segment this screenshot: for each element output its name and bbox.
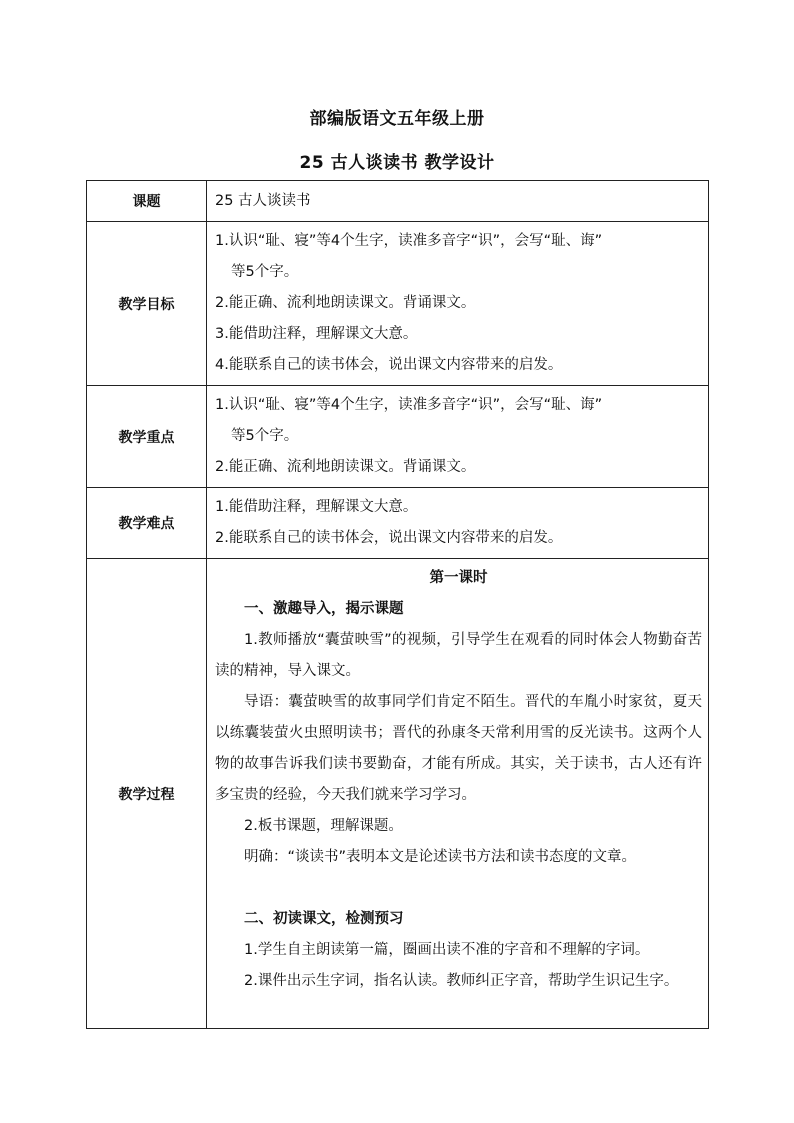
key-point-item: 2.能正确、流利地朗读课文。背诵课文。: [215, 459, 476, 475]
paragraph: 导语：囊萤映雪的故事同学们肯定不陌生。晋代的车胤小时家贫，夏天以练囊装萤火虫照明读书；晋代的孙康冬天常利用雪的反光读书。这两个人物的故事告诉我们读书要勤奋，才能有所成。其实，关于读书，古人还有许多宝贵的经验，今天我们就来学习学习。: [215, 694, 702, 803]
goal-item: 1.认识“耻、寝”等4个生字，读准多音字“识”，会写“耻、诲”: [215, 233, 603, 249]
process-label: 教学过程: [87, 559, 207, 1029]
paragraph: 1.学生自主朗读第一篇，圈画出读不准的字音和不理解的字词。: [244, 942, 650, 958]
paragraph: 2.课件出示生字词，指名认读。教师纠正字音，帮助学生识记生字。: [244, 973, 679, 989]
table-row-difficulties: [87, 488, 709, 559]
table-row-goals: [87, 222, 709, 386]
lesson-title: 第一课时: [429, 570, 488, 586]
table-row-key-points: [87, 386, 709, 488]
goals-cell: [207, 222, 709, 386]
paragraph: 2.板书课题，理解课题。: [244, 818, 403, 834]
paragraph: 明确：“谈读书”表明本文是论述读书方法和读书态度的文章。: [244, 849, 637, 865]
key-points-cell: [207, 386, 709, 488]
key-point-item: 1.认识“耻、寝”等4个生字，读准多音字“识”，会写“耻、诲”: [215, 397, 603, 413]
difficulties-cell: [207, 488, 709, 559]
document-title: 部编版语文五年级上册: [309, 109, 485, 129]
goal-item: 4.能联系自己的读书体会，说出课文内容带来的启发。: [215, 357, 563, 373]
blank-line: [215, 873, 702, 904]
key-point-item: 等5个字。: [231, 428, 299, 444]
process-cell: [207, 559, 709, 1029]
goal-item: 3.能借助注释，理解课文大意。: [215, 326, 418, 342]
key-points-label: 教学重点: [87, 386, 207, 488]
section-heading: 一、激趣导入，揭示课题: [244, 601, 404, 617]
lesson-plan-table: [86, 180, 709, 1029]
difficulty-item: 2.能联系自己的读书体会，说出课文内容带来的启发。: [215, 530, 563, 546]
table-row-topic: [87, 181, 709, 222]
section-heading: 二、初读课文，检测预习: [244, 911, 404, 927]
document-subtitle: 25 古人谈读书 教学设计: [299, 153, 495, 173]
goals-label: 教学目标: [87, 222, 207, 386]
paragraph: 1.教师播放“囊萤映雪”的视频，引导学生在观看的同时体会人物勤奋苦读的精神，导入课文。: [215, 632, 702, 679]
difficulties-label: 教学难点: [87, 488, 207, 559]
topic-value: 25 古人谈读书: [215, 192, 311, 209]
goal-item: 等5个字。: [231, 264, 299, 280]
table-row-process: [87, 559, 709, 1029]
goal-item: 2.能正确、流利地朗读课文。背诵课文。: [215, 295, 476, 311]
topic-label: 课题: [87, 181, 207, 222]
topic-cell: [207, 181, 709, 222]
difficulty-item: 1.能借助注释，理解课文大意。: [215, 499, 418, 515]
